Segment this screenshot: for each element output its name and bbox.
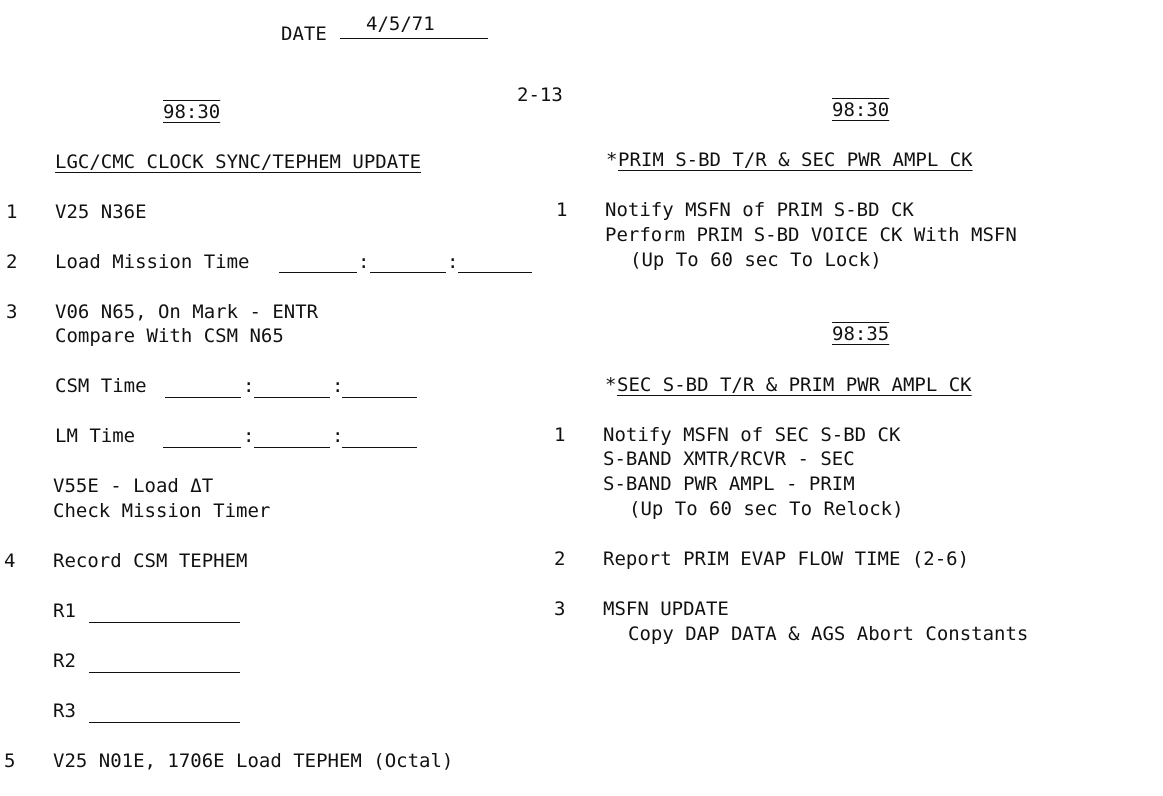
csm-seconds-blank[interactable]: [342, 397, 417, 398]
lm-seconds-blank[interactable]: [342, 447, 417, 448]
left-section-title: LGC/CMC CLOCK SYNC/TEPHEM UPDATE: [55, 151, 422, 173]
step-number: 2: [554, 548, 566, 570]
step-text: V25 N36E: [55, 201, 147, 223]
step-number: 5: [4, 750, 16, 772]
right-time-tag: 98:35: [832, 323, 890, 345]
title-star: *: [605, 374, 617, 396]
page-number: 2-13: [517, 84, 563, 106]
register-label: R1: [53, 600, 76, 622]
step-text: Notify MSFN of SEC S-BD CK: [603, 424, 901, 446]
step-number: 4: [4, 550, 16, 572]
step-text: (Up To 60 sec To Relock): [629, 498, 904, 520]
lm-minutes-blank[interactable]: [254, 447, 330, 448]
step-number: 1: [556, 199, 568, 221]
right-section-title: PRIM S-BD T/R & SEC PWR AMPL CK: [618, 149, 973, 171]
mission-seconds-blank[interactable]: [458, 272, 532, 273]
right-time-tag: 98:30: [832, 99, 890, 121]
lm-hours-blank[interactable]: [163, 447, 241, 448]
r1-blank[interactable]: [89, 622, 240, 623]
step-text: Report PRIM EVAP FLOW TIME (2-6): [603, 548, 970, 570]
step-text: Perform PRIM S-BD VOICE CK With MSFN: [605, 224, 1017, 246]
csm-time-label: CSM Time: [55, 375, 147, 397]
v55e-text: V55E - Load ΔT: [53, 475, 214, 497]
date-underline: [340, 38, 488, 39]
date-value: 4/5/71: [366, 13, 435, 35]
step-text: S-BAND XMTR/RCVR - SEC: [603, 448, 855, 470]
time-colon: :: [447, 251, 459, 273]
step-text: S-BAND PWR AMPL - PRIM: [603, 473, 855, 495]
step-text: Compare With CSM N65: [55, 325, 284, 347]
time-colon: :: [332, 425, 344, 447]
title-star: *: [606, 149, 618, 171]
v55e-text: Check Mission Timer: [53, 500, 271, 522]
right-section-title: SEC S-BD T/R & PRIM PWR AMPL CK: [617, 374, 972, 396]
r2-blank[interactable]: [89, 672, 240, 673]
step-text: MSFN UPDATE: [603, 598, 729, 620]
mission-minutes-blank[interactable]: [370, 272, 446, 273]
step-number: 3: [554, 598, 566, 620]
step-number: 2: [6, 251, 18, 273]
step-number: 1: [554, 424, 566, 446]
step-number: 3: [6, 301, 18, 323]
step-text: Record CSM TEPHEM: [53, 550, 248, 572]
step-text: V06 N65, On Mark - ENTR: [55, 301, 319, 323]
time-colon: :: [243, 425, 255, 447]
lm-time-label: LM Time: [55, 425, 136, 447]
time-colon: :: [243, 375, 255, 397]
step-number: 1: [6, 201, 18, 223]
step-text: (Up To 60 sec To Lock): [630, 249, 882, 271]
step-text: Notify MSFN of PRIM S-BD CK: [605, 199, 914, 221]
mission-hours-blank[interactable]: [279, 272, 357, 273]
time-colon: :: [358, 251, 370, 273]
r3-blank[interactable]: [89, 722, 240, 723]
register-label: R3: [53, 700, 76, 722]
step-text: Load Mission Time: [55, 251, 250, 273]
left-time-tag: 98:30: [163, 101, 221, 123]
register-label: R2: [53, 650, 76, 672]
step-text: V25 N01E, 1706E Load TEPHEM (Octal): [53, 750, 454, 772]
csm-hours-blank[interactable]: [165, 397, 241, 398]
date-label: DATE: [281, 23, 327, 45]
step-text: Copy DAP DATA & AGS Abort Constants: [628, 623, 1029, 645]
time-colon: :: [332, 375, 344, 397]
csm-minutes-blank[interactable]: [254, 397, 330, 398]
